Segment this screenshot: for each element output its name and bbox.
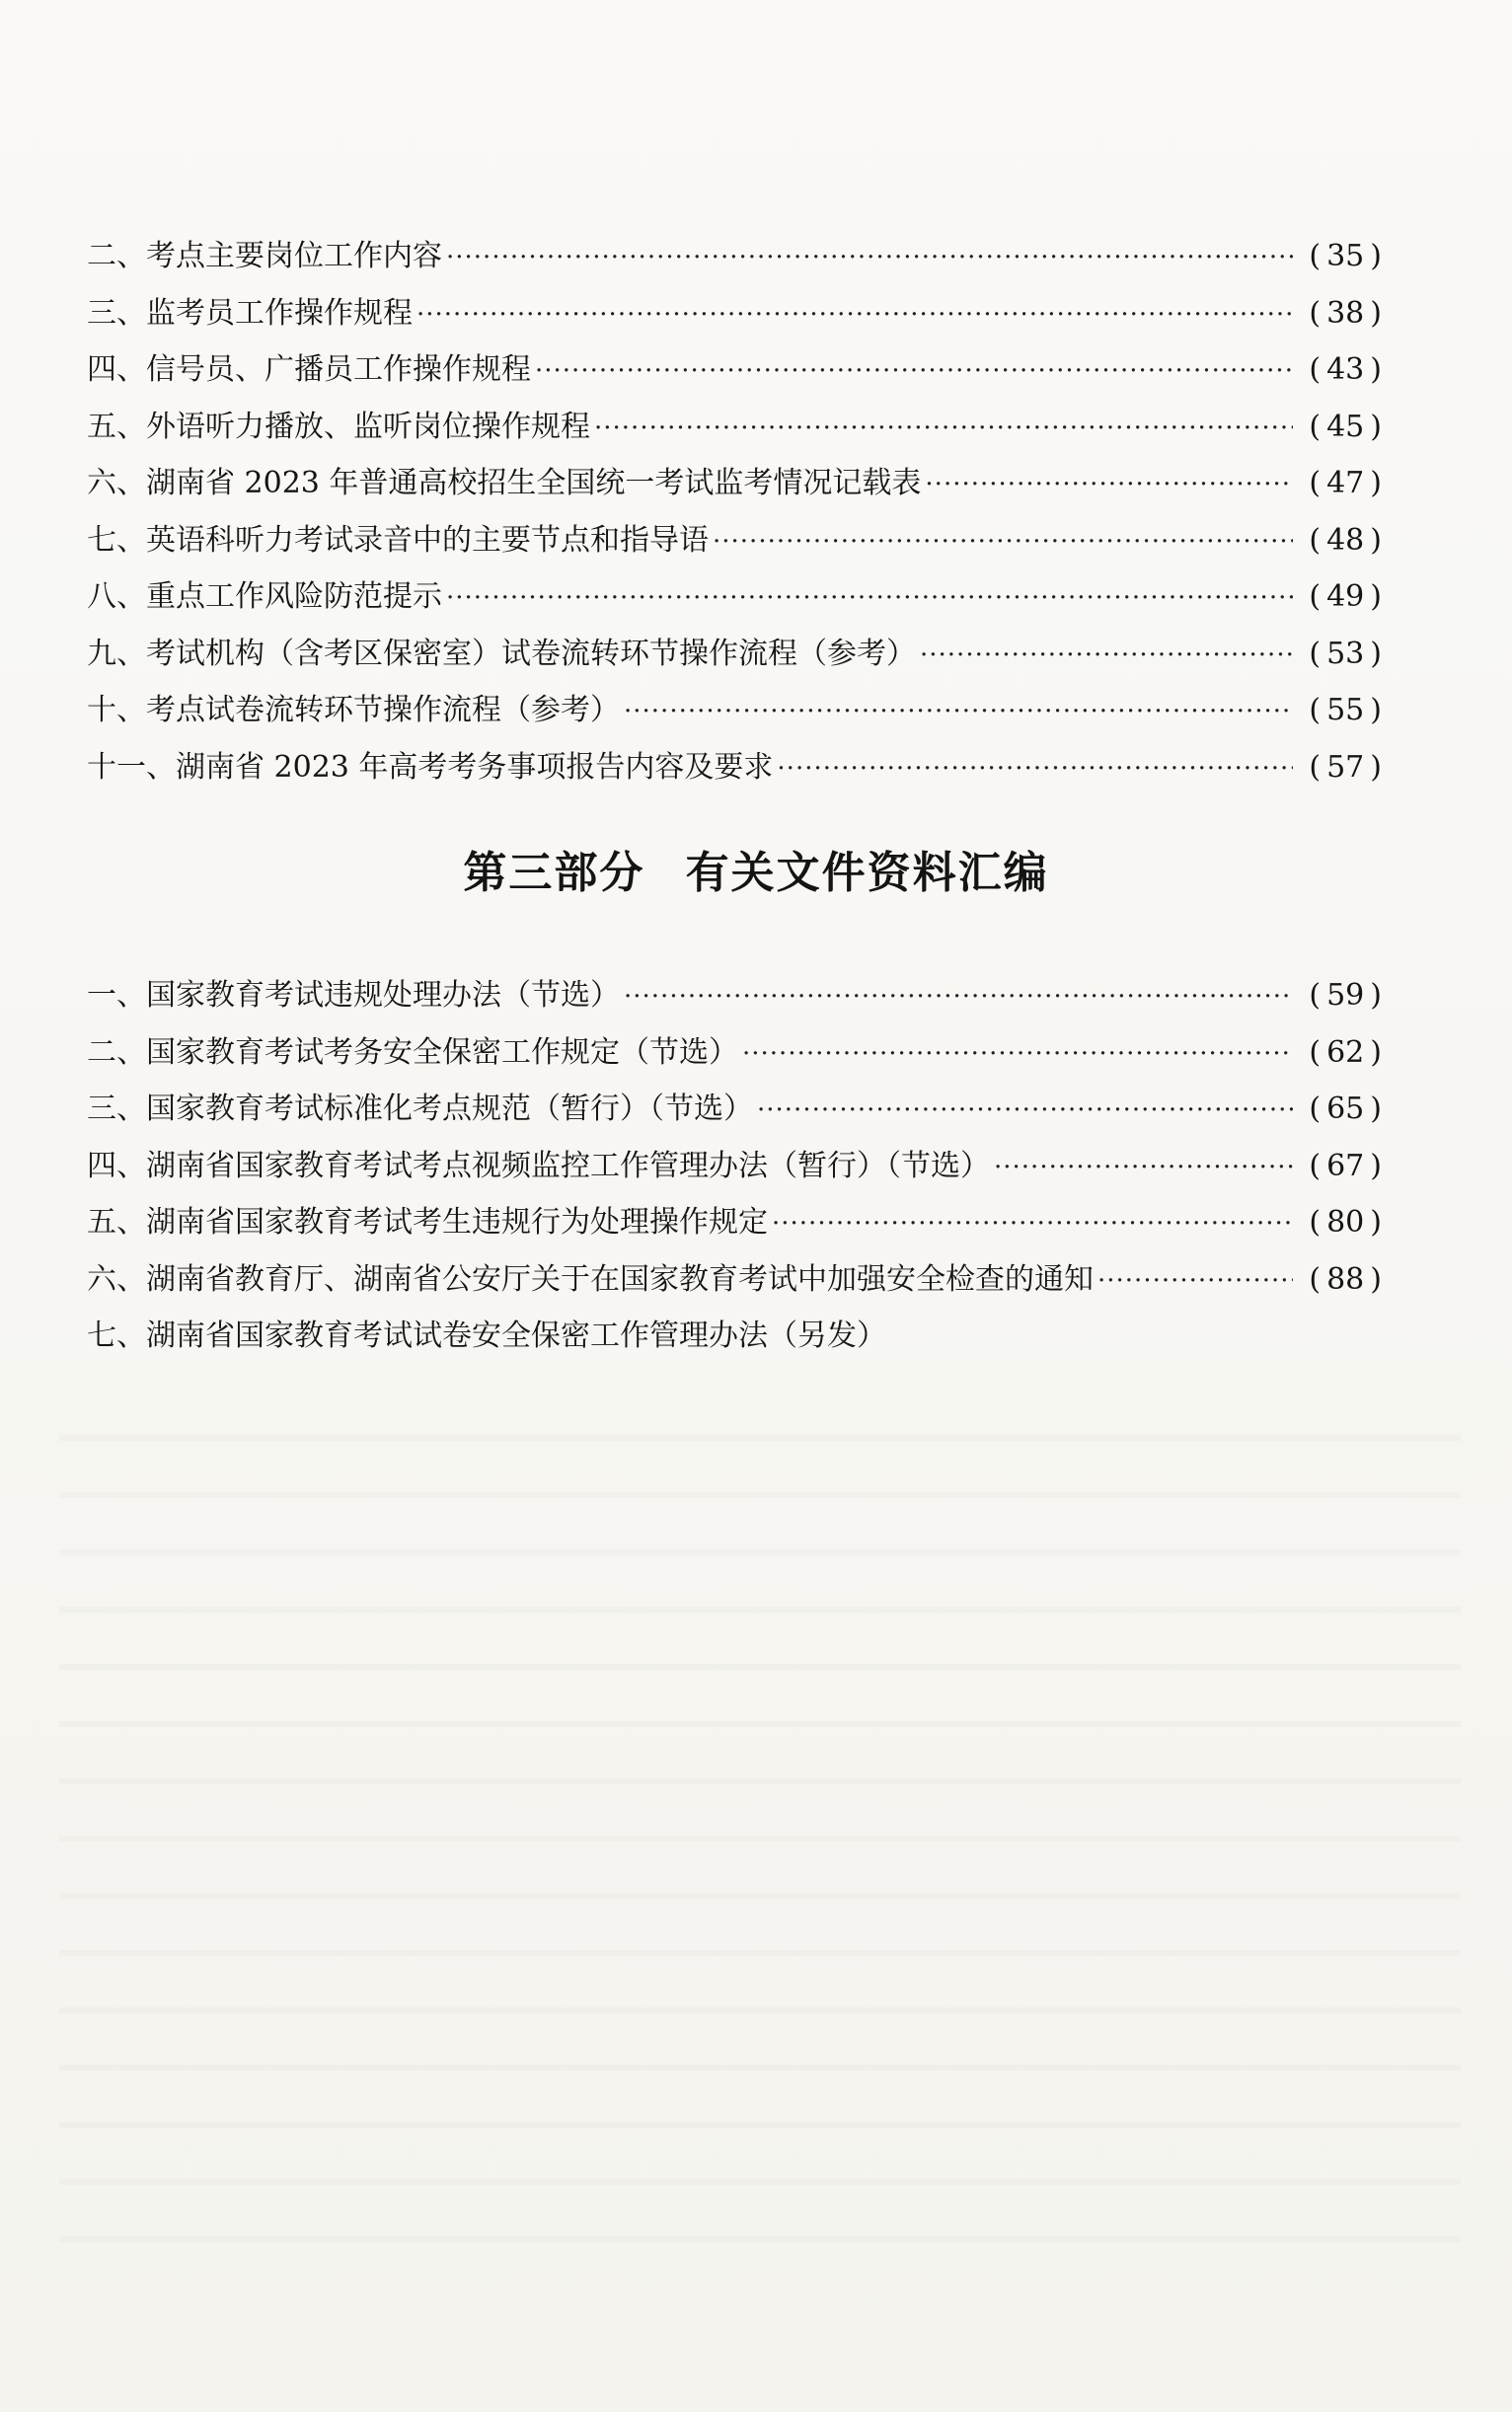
toc-list-part2 <box>87 228 1388 795</box>
toc-entry <box>87 739 1388 796</box>
page-number-value: 88 <box>1326 1261 1365 1297</box>
toc-leader-dots <box>535 343 1293 401</box>
toc-leader-dots <box>1097 1253 1293 1311</box>
toc-entry <box>87 568 1388 626</box>
toc-entry-title: 四、湖南省国家教育考试考点视频监控工作管理办法（暂行）（节选） <box>87 1148 990 1183</box>
toc-entry <box>87 455 1388 512</box>
toc-entry <box>87 1138 1388 1195</box>
toc-entry-title: 三、监考员工作操作规程 <box>87 295 413 331</box>
toc-entry <box>87 1081 1388 1138</box>
toc-list-part3 <box>87 967 1388 1365</box>
toc-entry-title: 十一、湖南省 2023 年高考考务事项报告内容及要求 <box>87 749 774 785</box>
toc-entry <box>87 285 1388 342</box>
page-number-value: 48 <box>1326 522 1365 558</box>
toc-page-number: ( 48 ) <box>1309 522 1382 558</box>
page-number-value: 55 <box>1326 693 1365 727</box>
page-number-value: 47 <box>1326 466 1365 500</box>
page-number-value: 38 <box>1326 295 1365 331</box>
toc-page-number: ( 49 ) <box>1309 579 1382 614</box>
toc-entry <box>87 967 1388 1024</box>
toc-page-number: ( 88 ) <box>1309 1261 1382 1297</box>
toc-entry-title: 六、湖南省 2023 年普通高校招生全国统一考试监考情况记载表 <box>87 466 922 500</box>
page-number-value: 62 <box>1326 1034 1365 1070</box>
page-number-value: 57 <box>1326 749 1365 785</box>
toc-leader-dots <box>772 1196 1293 1253</box>
toc-entry <box>87 1251 1388 1309</box>
toc-entry-title: 十、考点试卷流转环节操作流程（参考） <box>87 693 620 727</box>
toc-leader-dots <box>594 401 1293 458</box>
toc-entry-title: 二、国家教育考试考务安全保密工作规定（节选） <box>87 1034 738 1070</box>
toc-entry-title: 一、国家教育考试违规处理办法（节选） <box>87 978 620 1013</box>
section-heading: 第三部分 有关文件资料汇编 <box>463 848 1049 898</box>
toc-page-number: ( 67 ) <box>1309 1148 1382 1183</box>
toc-page-number: ( 45 ) <box>1309 409 1382 444</box>
toc-entry-title: 八、重点工作风险防范提示 <box>87 579 442 614</box>
toc-entry-title: 七、湖南省国家教育考试试卷安全保密工作管理办法（另发） <box>87 1319 886 1353</box>
toc-entry <box>87 399 1388 456</box>
toc-entry-title: 七、英语科听力考试录音中的主要节点和指导语 <box>87 522 709 558</box>
toc-entry <box>87 682 1388 739</box>
toc-entry-title: 四、信号员、广播员工作操作规程 <box>87 352 531 387</box>
toc-page-number: ( 38 ) <box>1309 295 1382 331</box>
toc-entry <box>87 626 1388 683</box>
toc-entry-title: 二、考点主要岗位工作内容 <box>87 239 442 273</box>
page-number-value: 80 <box>1326 1205 1365 1240</box>
page-number-value: 35 <box>1326 239 1365 273</box>
toc-leader-dots <box>446 230 1293 287</box>
toc-page-number: ( 35 ) <box>1309 239 1382 273</box>
toc-entry-title: 三、国家教育考试标准化考点规范（暂行）（节选） <box>87 1092 753 1126</box>
toc-page-number: ( 43 ) <box>1309 352 1382 387</box>
toc-leader-dots <box>713 514 1293 571</box>
toc-entry-title: 五、外语听力播放、监听岗位操作规程 <box>87 409 590 444</box>
toc-leader-dots <box>446 570 1293 628</box>
page-number-value: 67 <box>1326 1148 1365 1183</box>
toc-entry-title: 六、湖南省教育厅、湖南省公安厅关于在国家教育考试中加强安全检查的通知 <box>87 1261 1094 1297</box>
toc-page-number: ( 47 ) <box>1309 466 1382 500</box>
toc-entry <box>87 1308 1388 1365</box>
toc-leader-dots <box>624 969 1293 1026</box>
page-number-value: 43 <box>1326 352 1365 387</box>
toc-entry-title: 五、湖南省国家教育考试考生违规行为处理操作规定 <box>87 1205 768 1240</box>
toc-page-number: ( 57 ) <box>1309 749 1382 785</box>
toc-leader-dots <box>742 1026 1293 1084</box>
toc-entry <box>87 512 1388 569</box>
page-number-value: 49 <box>1326 579 1365 614</box>
page-number-value: 65 <box>1326 1092 1365 1126</box>
toc-leader-dots <box>757 1083 1293 1140</box>
toc-entry <box>87 228 1388 285</box>
toc-page-number: ( 59 ) <box>1309 978 1382 1013</box>
toc-page-number: ( 53 ) <box>1309 636 1382 671</box>
toc-leader-dots <box>416 287 1293 344</box>
toc-leader-dots <box>624 684 1293 741</box>
toc-leader-dots <box>925 457 1293 514</box>
toc-page-number: ( 55 ) <box>1309 693 1382 727</box>
toc-page-number: ( 65 ) <box>1309 1092 1382 1126</box>
toc-entry <box>87 1194 1388 1251</box>
toc-entry-title: 九、考试机构（含考区保密室）试卷流转环节操作流程（参考） <box>87 636 916 671</box>
toc-entry <box>87 341 1388 399</box>
toc-page-number: ( 80 ) <box>1309 1205 1382 1240</box>
page-number-value: 45 <box>1326 409 1365 444</box>
toc-entry <box>87 1024 1388 1082</box>
toc-page-number: ( 62 ) <box>1309 1034 1382 1070</box>
toc-leader-dots <box>777 741 1293 798</box>
toc-leader-dots <box>920 628 1293 685</box>
page-number-value: 59 <box>1326 978 1365 1013</box>
bleed-through-texture <box>59 1401 1461 2290</box>
toc-leader-dots <box>994 1140 1293 1197</box>
page-number-value: 53 <box>1326 636 1365 671</box>
